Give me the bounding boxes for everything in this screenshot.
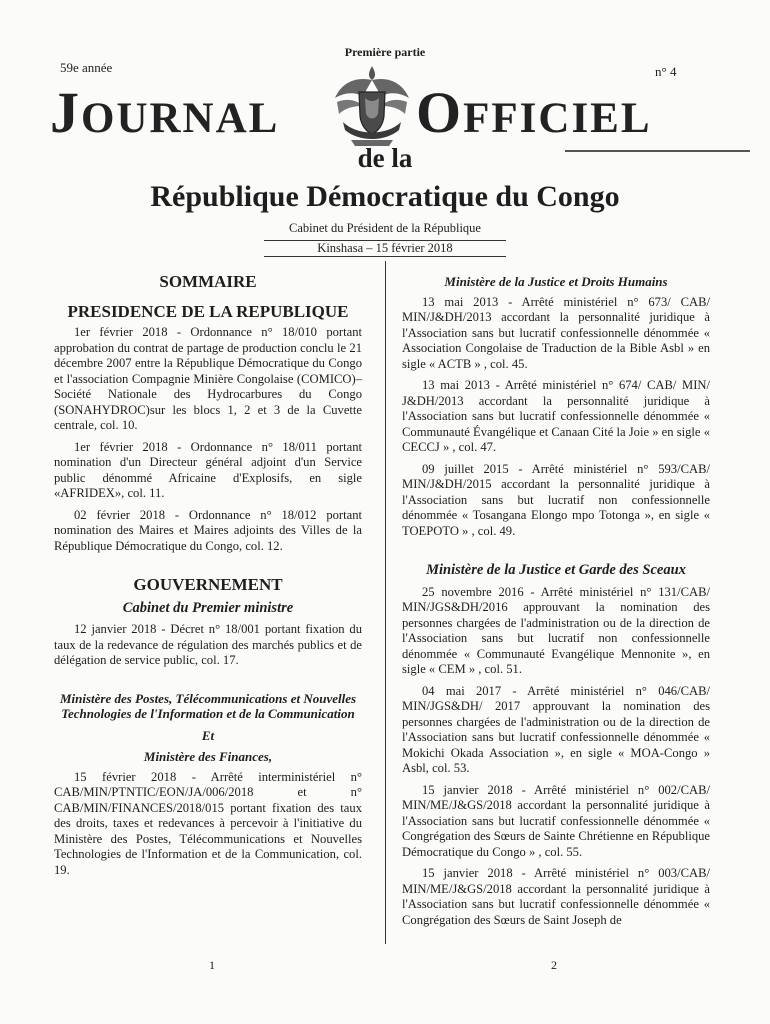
page-number-right: 2 [551, 958, 557, 972]
summary-entry: 12 janvier 2018 - Décret n° 18/001 portant fixation du taux de la redevance de régulation des marchés publics et de délégation de service public, col. 17. [54, 622, 362, 667]
summary-entry: 15 janvier 2018 - Arrêté ministériel n° 002/CAB/ MIN/ME/J&GS/2018 accordant la personnalité juridique à l'Association sans but lucratif confessionnelle dénommée « Congrégation des Sœurs de Sainte Chrétienne en République Démocratique du Congo » , col. 55. [402, 782, 710, 859]
left-column [54, 268, 362, 884]
date-rule-bottom [264, 256, 506, 257]
year-label: 59e année [60, 60, 113, 75]
cabinet-pm-heading: Cabinet du Premier ministre [122, 599, 294, 616]
column-divider [385, 261, 386, 944]
gouvernement-heading: GOUVERNEMENT [133, 575, 283, 594]
summary-entry: 15 janvier 2018 - Arrêté ministériel n° 003/CAB/ MIN/ME/J&GS/2018 accordant la personnalité juridique à l'Association sans but lucratif confessionnelle dénommée « Congrégation des Sœurs de Saint Joseph de [402, 866, 710, 927]
part-label: Première partie [344, 45, 426, 59]
page-number-left: 1 [209, 958, 215, 972]
ministere-finances-heading: Ministère des Finances, [143, 749, 273, 764]
masthead-journal: JOURNAL [50, 80, 280, 145]
issue-date: Kinshasa – 15 février 2018 [317, 241, 453, 255]
summary-entry: 04 mai 2017 - Arrêté ministériel n° 046/CAB/ MIN/JGS&DH/ 2017 approuvant la nomination des personnes chargées de l'administration ou de la direction de l'Association sans but lucratif confessionnelle dénommée « Mokichi Okada Association », en sigle « MOA-Congo » Asbl, col. 53. [402, 683, 710, 775]
masthead-dela: de la [357, 143, 413, 173]
ministere-justice-dh-heading: Ministère de la Justice et Droits Humains [444, 274, 668, 289]
coat-of-arms-emblem [329, 62, 415, 155]
summary-entry: 02 février 2018 - Ordonnance n° 18/012 portant nomination des Maires et Maires adjoints des Villes de la République Démocratique du Congo, col. 12. [54, 507, 362, 553]
et-heading: Et [201, 727, 215, 743]
issue-number: n° 4 [655, 64, 677, 79]
summary-entry: 13 mai 2013 - Arrêté ministériel n° 674/ CAB/ MIN/ J&DH/2013 accordant la personnalité juridique à l'Association sans but lucratif confessionnelle dénommée « Communauté Évangélique et Canaan Cité la Joie » en sigle « CECCJ » , col. 47. [402, 378, 710, 454]
country-title: République Démocratique du Congo [150, 180, 620, 213]
summary-entry: 1er février 2018 - Ordonnance n° 18/010 portant approbation du contrat de partage de production conclu le 21 décembre 2007 entre la République Démocratique du Congo et l'association Compagnie Minière Congolaise (COMICO)–Société Nationale des Hydrocarbures du Congo (SONAHYDROC)sur les blocs 1, 2 et 3 de la Cuvette centrale, col. 10. [54, 325, 362, 432]
summary-entry: 13 mai 2013 - Arrêté ministériel n° 673/ CAB/ MIN/J&DH/2013 accordant la personnalité juridique à l'Association sans but lucratif confessionnelle dénommée « Association Congolaise de Traduction de la Bible Asbl » en sigle « ACTB » , col. 45. [402, 294, 710, 371]
right-column [402, 268, 710, 934]
masthead-officiel: OFFICIEL [416, 80, 652, 145]
summary-entry: 1er février 2018 - Ordonnance n° 18/011 portant nomination d'un Directeur général adjoint d'un Service public dénommé Africaine d'Explosifs, en sigle «AFRIDEX», col. 11. [54, 439, 362, 500]
summary-entry: 09 juillet 2015 - Arrêté ministériel n° 593/CAB/ MIN/J&DH/2015 accordant la personnalité juridique à l'Association sans but lucratif non confessionnelle dénommée « Tosangana Elongo mpo Totonga », en sigle « TOEPOTO » , col. 49. [402, 461, 710, 538]
presidence-heading: PRESIDENCE DE LA REPUBLIQUE [67, 301, 349, 321]
summary-entry: 25 novembre 2016 - Arrêté ministériel n° 131/CAB/ MIN/JGS&DH/2016 approuvant la nomination des personnes chargées de l'administration ou de la direction de l'Association sans but lucratif non confessionnelle dénommée « Communauté Evangélique Mennonite », en sigle « CEM » , col. 51. [402, 584, 710, 676]
summary-entry: 15 février 2018 - Arrêté interministériel n° CAB/MIN/PTNTIC/EON/JA/006/2018 et n° CAB/MIN/FINANCES/2018/015 portant fixation des taux des droits, taxes et redevances à percevoir à l'initiative du Ministère des Postes, Télécommunications et Nouvelles Technologies de l'Information et de la Communication, col. 19. [54, 769, 362, 877]
sommaire-heading: SOMMAIRE [159, 272, 257, 291]
ministere-postes-heading: Ministère des Postes, Télécommunications et Nouvelles Technologies de l'Information et de la Communication [59, 690, 357, 721]
ministere-justice-gs-heading: Ministère de la Justice et Garde des Sceaux [426, 562, 686, 578]
cabinet-subtitle: Cabinet du Président de la République [289, 221, 481, 235]
